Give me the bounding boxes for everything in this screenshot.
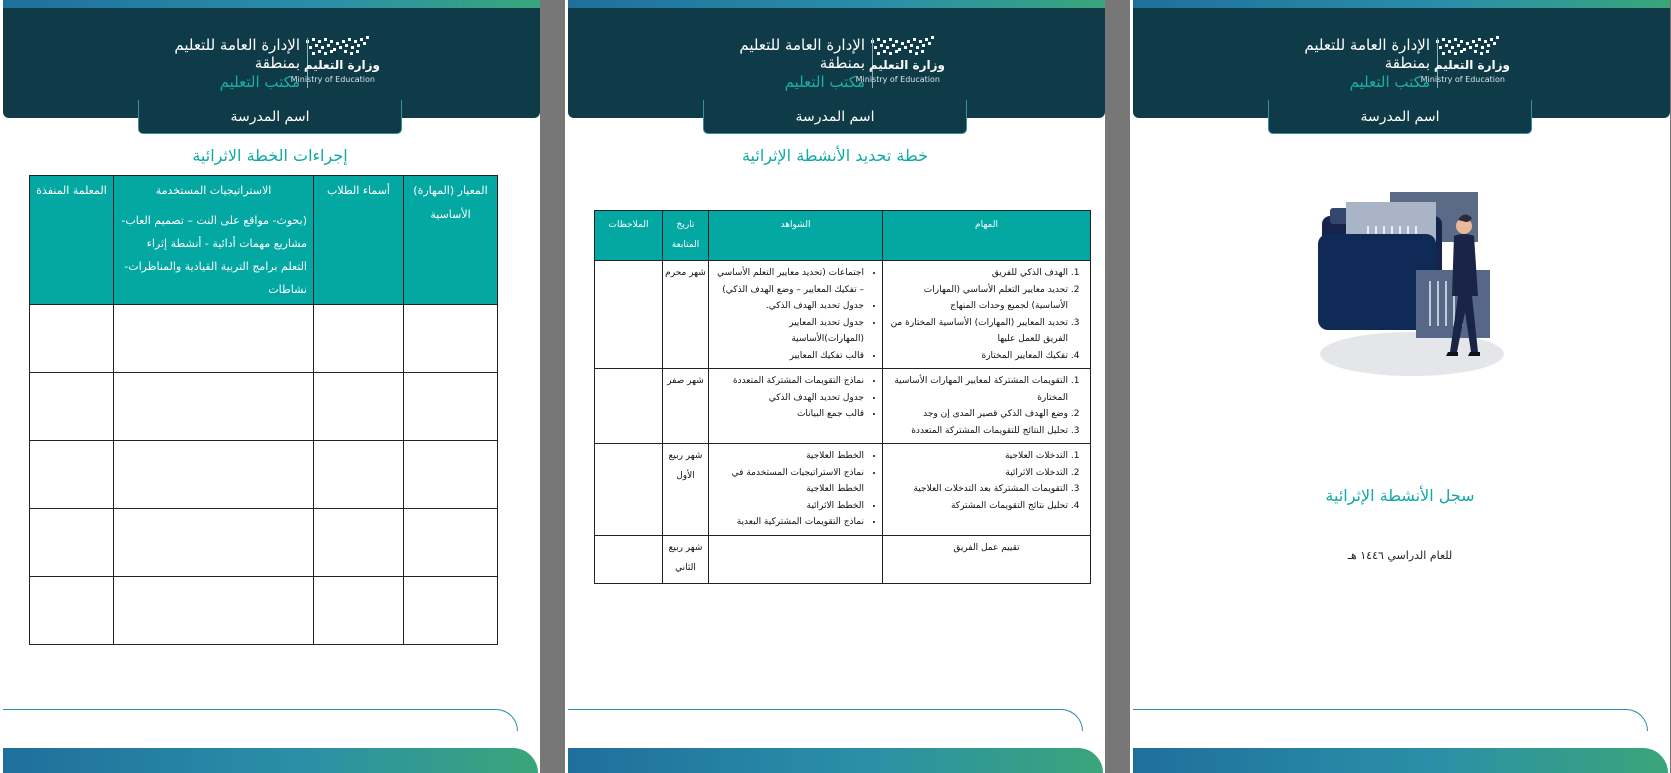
col-notes: الملاحظات: [595, 211, 663, 261]
education-office: مكتب التعليم: [784, 73, 865, 91]
education-office: مكتب التعليم: [1349, 73, 1430, 91]
footer-curve: [1133, 709, 1648, 731]
ministry-name-en: Ministry of Education: [1420, 75, 1505, 84]
col-strategies-label: الاستراتيجيات المستخدمة: [155, 184, 272, 197]
ministry-name-ar: وزارة التعليم: [868, 58, 945, 72]
date-cell: شهر محرم: [663, 261, 709, 369]
ministry-name-ar: وزارة التعليم: [1433, 58, 1510, 72]
table-row: [595, 369, 1091, 444]
task-item: 4. تفكيك المعايير المختارة: [889, 348, 1068, 365]
table-row: [30, 305, 498, 373]
footer-band: [3, 748, 538, 773]
footer-curve: [568, 709, 1083, 731]
task-item: 2. التدخلات الاثرائية: [889, 465, 1068, 482]
date-cell: شهر ربيع الثاني: [663, 535, 709, 583]
table-cell[interactable]: [404, 509, 498, 577]
table-cell[interactable]: [30, 305, 114, 373]
directorate-line-1: الإدارة العامة للتعليم: [174, 36, 300, 54]
page-activities-plan: [565, 0, 1105, 773]
page-enrichment-procedures: [0, 0, 540, 773]
table-row: [30, 441, 498, 509]
page-cover: [1130, 0, 1670, 773]
footer-curve: [3, 709, 518, 731]
task-item: 2. وضع الهدف الذكي قصير المدى إن وجد: [889, 406, 1068, 423]
page-title: إجراءات الخطة الاثرائية: [192, 146, 348, 165]
task-item: 3. التقويمات المشتركة بعد التدخلات العلاجية: [889, 481, 1068, 498]
col-tasks: المهام: [883, 211, 1091, 261]
table-header-row: [30, 176, 498, 305]
footer-band: [568, 748, 1103, 773]
col-students: أسماء الطلاب: [314, 176, 404, 305]
table-cell[interactable]: [314, 305, 404, 373]
table-cell[interactable]: [404, 441, 498, 509]
education-office: مكتب التعليم: [219, 73, 300, 91]
table-cell[interactable]: [30, 577, 114, 645]
table-cell[interactable]: [114, 509, 314, 577]
task-item: 3. تحديد المعايير (المهارات) الأساسية المختارة من الفريق للعمل عليها: [889, 315, 1068, 348]
ministry-name-ar: وزارة التعليم: [303, 58, 380, 72]
table-row: [595, 444, 1091, 536]
col-followup-date: تاريخ المتابعة: [663, 211, 709, 261]
table-cell[interactable]: [114, 441, 314, 509]
evidence-item: • جدول تحديد الهدف الذكي.: [715, 298, 864, 315]
evidence-item: • نماذج التقويمات المشتركية البعدية: [715, 514, 864, 531]
task-item: 4. تحليل نتائج التقويمات المشتركة: [889, 498, 1068, 515]
date-cell: شهر صفر: [663, 369, 709, 444]
directorate-line-2: بمنطقة: [819, 54, 865, 72]
directorate-line-2: بمنطقة: [254, 54, 300, 72]
table-cell[interactable]: [30, 373, 114, 441]
activities-plan-table: [594, 210, 1091, 584]
evidence-item: • اجتماعات (تحديد معايير التعلم الأساسي – تفكيك المعايير – وضع الهدف الذكي): [715, 265, 864, 298]
cover-title: سجل الأنشطة الإثرائية: [1325, 486, 1475, 505]
tasks-cell: تقييم عمل الفريق: [883, 535, 1091, 583]
table-cell[interactable]: [314, 441, 404, 509]
evidence-item: • جدول تحديد الهدف الذكي: [715, 390, 864, 407]
enrichment-procedures-table: [29, 175, 498, 645]
notes-cell[interactable]: [595, 535, 663, 583]
table-cell[interactable]: [404, 577, 498, 645]
tasks-cell: [883, 369, 1091, 444]
header-stripe: [568, 0, 1105, 8]
table-header-row: [595, 211, 1091, 261]
col-standard: المعيار (المهارة) الأساسية: [404, 176, 498, 305]
task-item: 2. تحديد معايير التعلم الأساسي (المهارات الأساسية) لجميع وحدات المنهاج: [889, 282, 1068, 315]
col-teacher: المعلمة المنفذة: [30, 176, 114, 305]
footer-band: [1133, 748, 1668, 773]
table-cell[interactable]: [404, 373, 498, 441]
table-cell[interactable]: [314, 577, 404, 645]
academic-year: للعام الدراسي ١٤٤٦ هـ: [1347, 549, 1453, 562]
notes-cell[interactable]: [595, 369, 663, 444]
evidence-item: • نماذج الاستراتيجيات المستخدمة في الخطط العلاجية: [715, 465, 864, 498]
task-item: 3. تحليل النتائج للتقويمات المشتركة المتعددة: [889, 423, 1068, 440]
table-cell[interactable]: [404, 305, 498, 373]
task-item: 1. التدخلات العلاجية: [889, 448, 1068, 465]
school-name-tab: اسم المدرسة: [703, 100, 967, 134]
col-strategies-desc: (بحوث- مواقع على النت – تصميم العاب- مشاريع مهمات أدائية - أنشطة إثراء التعلم برامج التربية القيادية والمناظرات- نشاطات: [121, 214, 307, 296]
school-name-tab: اسم المدرسة: [1268, 100, 1532, 134]
table-row: [30, 577, 498, 645]
table-cell[interactable]: [314, 509, 404, 577]
directorate-line-1: الإدارة العامة للتعليم: [1304, 36, 1430, 54]
directorate-line-1: الإدارة العامة للتعليم: [739, 36, 865, 54]
tasks-cell: [883, 261, 1091, 369]
table-row: [30, 373, 498, 441]
evidence-cell: [709, 444, 883, 536]
ministry-name-en: Ministry of Education: [855, 75, 940, 84]
page-title: خطة تحديد الأنشطة الإثرائية: [741, 146, 929, 165]
table-cell[interactable]: [114, 305, 314, 373]
evidence-cell: [709, 369, 883, 444]
header-stripe: [3, 0, 540, 8]
evidence-item: • الخطط الاثرائية: [715, 498, 864, 515]
evidence-cell: [709, 261, 883, 369]
ministry-name-en: Ministry of Education: [290, 75, 375, 84]
table-cell[interactable]: [114, 373, 314, 441]
date-cell: شهر ربيع الأول: [663, 444, 709, 536]
evidence-item: • نماذج التقويمات المشتركة المتعددة: [715, 373, 864, 390]
evidence-cell[interactable]: [709, 535, 883, 583]
table-cell[interactable]: [314, 373, 404, 441]
notes-cell[interactable]: [595, 261, 663, 369]
directorate-line-2: بمنطقة: [1384, 54, 1430, 72]
evidence-item: • جدول تحديد المعايير (المهارات)الأساسية: [715, 315, 864, 348]
folder-person-illustration: [1312, 186, 1512, 376]
table-row: [595, 535, 1091, 583]
school-name-tab: اسم المدرسة: [138, 100, 402, 134]
evidence-item: • الخطط العلاجية: [715, 448, 864, 465]
table-cell[interactable]: [30, 509, 114, 577]
task-item: 1. التقويمات المشتركة لمعايير المهارات الأساسية المختارة: [889, 373, 1068, 406]
col-evidence: الشواهد: [709, 211, 883, 261]
table-row: [595, 261, 1091, 369]
table-cell[interactable]: [114, 577, 314, 645]
col-strategies: [114, 176, 314, 305]
task-item: 1. الهدف الذكي للفريق: [889, 265, 1068, 282]
evidence-item: • قالب تفكيك المعايير: [715, 348, 864, 365]
header-stripe: [1133, 0, 1670, 8]
evidence-item: • قالب جمع البيانات: [715, 406, 864, 423]
tasks-cell: [883, 444, 1091, 536]
notes-cell[interactable]: [595, 444, 663, 536]
table-row: [30, 509, 498, 577]
table-cell[interactable]: [30, 441, 114, 509]
